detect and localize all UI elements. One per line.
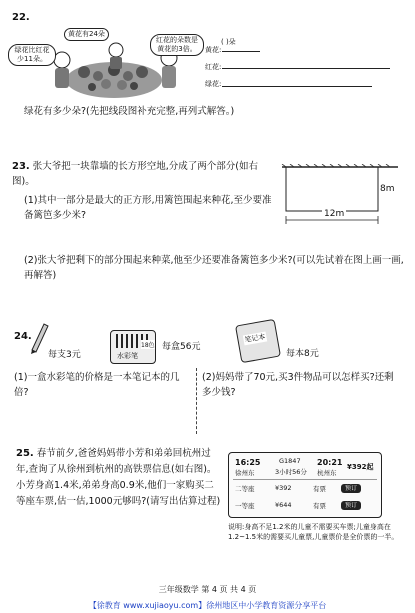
q23-part2: (2)张大爷把剩下的部分围起来种菜,他至少还要准备篱笆多少米?(可以先试着在图上画一画,再解答) xyxy=(24,255,404,281)
label-green: 绿花: xyxy=(205,80,222,88)
dim-height: 8m xyxy=(380,184,395,194)
yellow-segment xyxy=(222,51,260,52)
book-second-button[interactable]: 预订 xyxy=(341,484,361,493)
status-first: 有票 xyxy=(313,502,326,510)
train-number: G1847 xyxy=(279,457,301,465)
q25-text xyxy=(16,446,222,510)
q24-part1: (1)一盒水彩笔的价格是一本笔记本的几倍? xyxy=(14,372,180,398)
duration: 3小时56分 xyxy=(275,468,307,476)
marker-box-icon xyxy=(110,330,156,364)
yellow-bubble: 黄花有24朵 xyxy=(64,28,109,41)
price-from: ¥392起 xyxy=(347,463,374,471)
ticket-rule xyxy=(233,479,377,480)
notebook-label: 笔记本 xyxy=(243,332,267,345)
notebook-price: 每本8元 xyxy=(286,349,319,359)
q23-text xyxy=(12,159,274,189)
red-bubble: 红花的朵数是黄花的3倍。 xyxy=(150,34,204,56)
q25-body: 春节前夕,爸爸妈妈带小芳和弟弟回杭州过年,查询了从徐州到杭州的高铁票信息(如右图)。小芳身高1.4米,弟弟身高0.9米,他们一家购买二等座车票,估一估,1000元够吗?(请写出估算过程) xyxy=(16,448,221,507)
q24-divider xyxy=(196,368,197,434)
label-red: 红花: xyxy=(205,63,222,71)
label-yellow: 黄花: xyxy=(205,46,222,54)
pencil-icon xyxy=(28,320,50,354)
train-ticket-panel xyxy=(228,452,382,518)
green-bubble: 绿花比红花少11朵。 xyxy=(8,44,56,66)
red-segment xyxy=(222,68,390,69)
q23-intro: 张大爷把一块靠墙的长方形空地,分成了两个部分(如右图)。 xyxy=(12,161,258,187)
q23-part1: (1)其中一部分是最大的正方形,用篱笆围起来种花,至少要准备篱笆多少米? xyxy=(24,195,272,221)
class-second: 二等座 xyxy=(235,485,255,493)
q25-note: 说明:身高不足1.2米的儿童不需要买车票;儿童身高在1.2~1.5米的需要买儿童票,儿童票价是全价票的一半。 xyxy=(228,523,399,541)
dep-time: 16:25 xyxy=(235,458,261,467)
marker-box-label: 水彩笔 xyxy=(117,352,138,360)
arr-time: 20:21 xyxy=(317,458,343,467)
price-second: ¥392 xyxy=(275,484,292,492)
notebook-icon xyxy=(235,319,281,363)
q23-number: 23. xyxy=(12,161,30,172)
dep-station: 徐州东 xyxy=(235,469,255,477)
q24-number: 24. xyxy=(14,331,32,342)
arr-station: 杭州东 xyxy=(317,469,337,477)
green-segment xyxy=(222,86,372,87)
q25-number: 25. xyxy=(16,448,34,459)
price-first: ¥644 xyxy=(275,501,292,509)
page-number: 三年级数学 第 4 页 共 4 页 xyxy=(158,585,257,594)
q22-number: 22. xyxy=(12,12,30,23)
class-first: 一等座 xyxy=(235,502,255,510)
dim-width: 12m xyxy=(324,209,345,219)
q24-part2: (2)妈妈带了70元,买3件物品可以怎样买?还剩多少钱? xyxy=(202,372,394,398)
bracket-label: ( )朵 xyxy=(221,38,236,46)
status-second: 有票 xyxy=(313,485,326,493)
pencil-price: 每支3元 xyxy=(48,350,81,360)
source-footer xyxy=(0,598,415,613)
q22-question: 绿花有多少朵?(先把线段图补充完整,再列式解答。) xyxy=(24,106,235,117)
source-link[interactable]: 【徐教育 www.xujiaoyu.com】徐州地区中小学教育资源分享平台 xyxy=(88,601,327,610)
marker-price: 每盒56元 xyxy=(162,342,201,352)
marker-box-colors: 18色 xyxy=(141,342,155,349)
book-first-button[interactable]: 预订 xyxy=(341,501,361,510)
